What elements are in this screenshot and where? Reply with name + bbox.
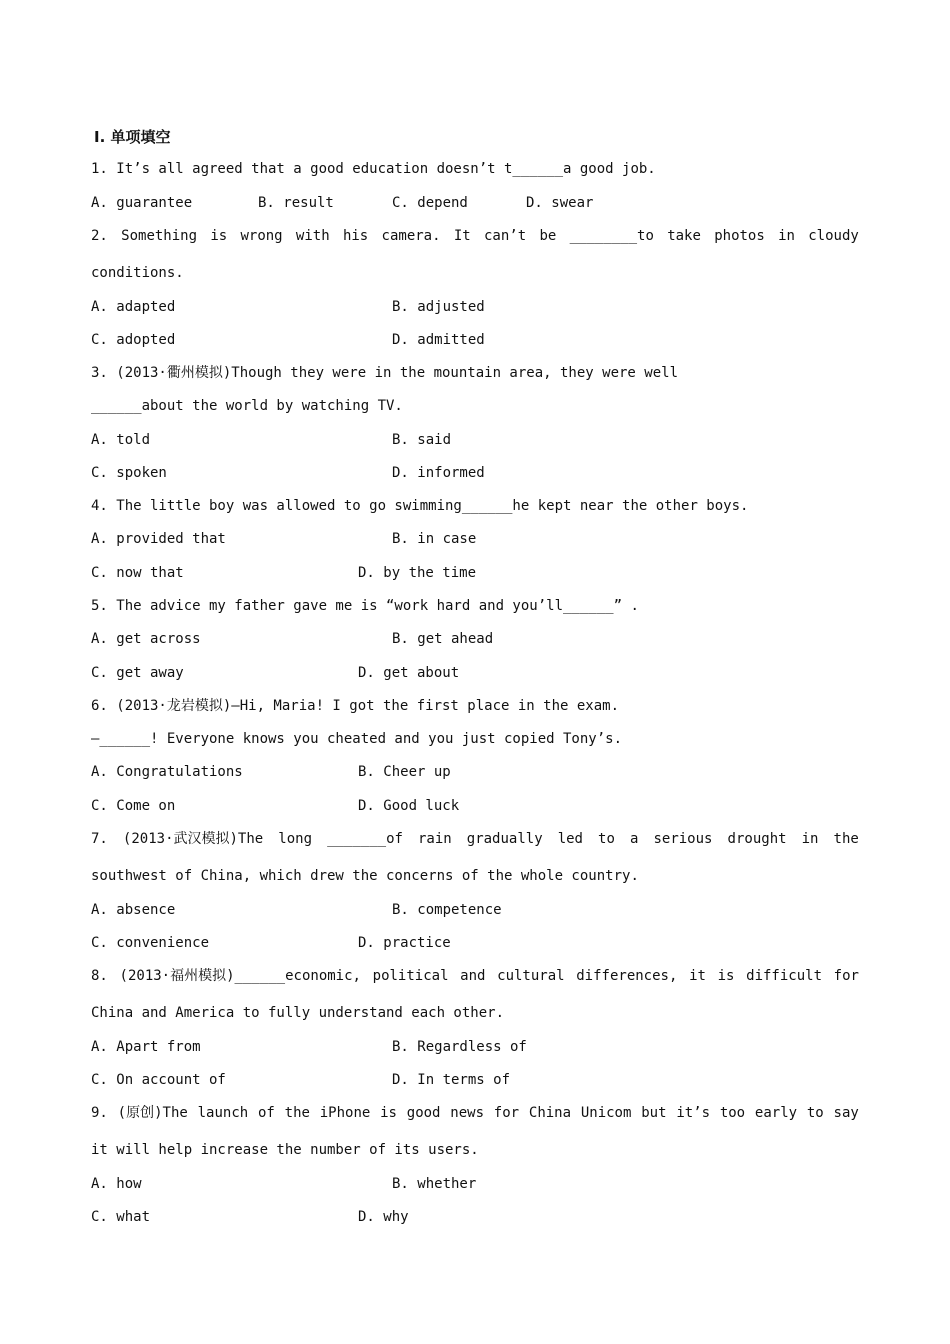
q6-option-c: C. Come on bbox=[91, 798, 176, 814]
q6-option-d: D. Good luck bbox=[358, 798, 460, 814]
question-6-stem-line2: —______! Everyone knows you cheated and you just copied Tony’s. bbox=[91, 731, 623, 747]
question-7-stem-line1: 7. (2013·武汉模拟)The long _______of rain gradually led to a serious drought in the bbox=[91, 831, 859, 847]
q2-option-b: B. adjusted bbox=[392, 299, 485, 315]
question-1-stem: 1. It’s all agreed that a good education doesn’t t______a good job. bbox=[91, 161, 656, 177]
q7-option-b: B. competence bbox=[392, 902, 502, 918]
section-title: Ⅰ. 单项填空 bbox=[94, 128, 171, 146]
question-4-stem: 4. The little boy was allowed to go swimming______he kept near the other boys. bbox=[91, 498, 749, 514]
q8-option-d: D. In terms of bbox=[392, 1072, 511, 1088]
question-3-stem-line2: ______about the world by watching TV. bbox=[91, 398, 403, 414]
q5-option-a: A. get across bbox=[91, 631, 201, 647]
q8-option-c: C. On account of bbox=[91, 1072, 226, 1088]
q3-option-d: D. informed bbox=[392, 465, 485, 481]
q4-option-b: B. in case bbox=[392, 531, 477, 547]
q2-option-d: D. admitted bbox=[392, 332, 485, 348]
q9-option-a: A. how bbox=[91, 1176, 142, 1192]
q5-option-b: B. get ahead bbox=[392, 631, 494, 647]
q4-option-d: D. by the time bbox=[358, 565, 477, 581]
question-6-stem-line1: 6. (2013·龙岩模拟)—Hi, Maria! I got the first place in the exam. bbox=[91, 698, 620, 714]
q7-option-d: D. practice bbox=[358, 935, 451, 951]
question-9-stem-line2: it will help increase the number of its users. bbox=[91, 1142, 479, 1158]
q9-option-b: B. whether bbox=[392, 1176, 477, 1192]
q6-option-b: B. Cheer up bbox=[358, 764, 451, 780]
q5-option-c: C. get away bbox=[91, 665, 184, 681]
q3-option-c: C. spoken bbox=[91, 465, 167, 481]
q6-option-a: A. Congratulations bbox=[91, 764, 243, 780]
q7-option-a: A. absence bbox=[91, 902, 176, 918]
question-5-stem: 5. The advice my father gave me is “work hard and you’ll______” . bbox=[91, 598, 639, 614]
q9-option-d: D. why bbox=[358, 1209, 409, 1225]
q8-option-a: A. Apart from bbox=[91, 1039, 201, 1055]
question-3-stem-line1: 3. (2013·衢州模拟)Though they were in the mountain area, they were well bbox=[91, 365, 679, 381]
question-9-stem-line1: 9. (原创)The launch of the iPhone is good news for China Unicom but it’s too early to say bbox=[91, 1105, 859, 1121]
q4-option-a: A. provided that bbox=[91, 531, 226, 547]
q8-option-b: B. Regardless of bbox=[392, 1039, 527, 1055]
q4-option-c: C. now that bbox=[91, 565, 184, 581]
question-2-stem-line2: conditions. bbox=[91, 265, 184, 281]
q1-option-c: C. depend bbox=[392, 195, 468, 211]
question-8-stem-line2: China and America to fully understand each other. bbox=[91, 1005, 505, 1021]
q1-option-d: D. swear bbox=[526, 195, 594, 211]
question-2-stem-line1: 2. Something is wrong with his camera. It can’t be ________to take photos in cloudy bbox=[91, 228, 859, 244]
q1-option-a: A. guarantee bbox=[91, 195, 193, 211]
q1-option-b: B. result bbox=[258, 195, 334, 211]
q7-option-c: C. convenience bbox=[91, 935, 210, 951]
question-7-stem-line2: southwest of China, which drew the concerns of the whole country. bbox=[91, 868, 639, 884]
q3-option-a: A. told bbox=[91, 432, 151, 448]
q5-option-d: D. get about bbox=[358, 665, 460, 681]
q9-option-c: C. what bbox=[91, 1209, 151, 1225]
q2-option-c: C. adopted bbox=[91, 332, 176, 348]
q3-option-b: B. said bbox=[392, 432, 452, 448]
question-8-stem-line1: 8. (2013·福州模拟)______economic, political and cultural differences, it is difficult for bbox=[91, 968, 859, 984]
q2-option-a: A. adapted bbox=[91, 299, 176, 315]
